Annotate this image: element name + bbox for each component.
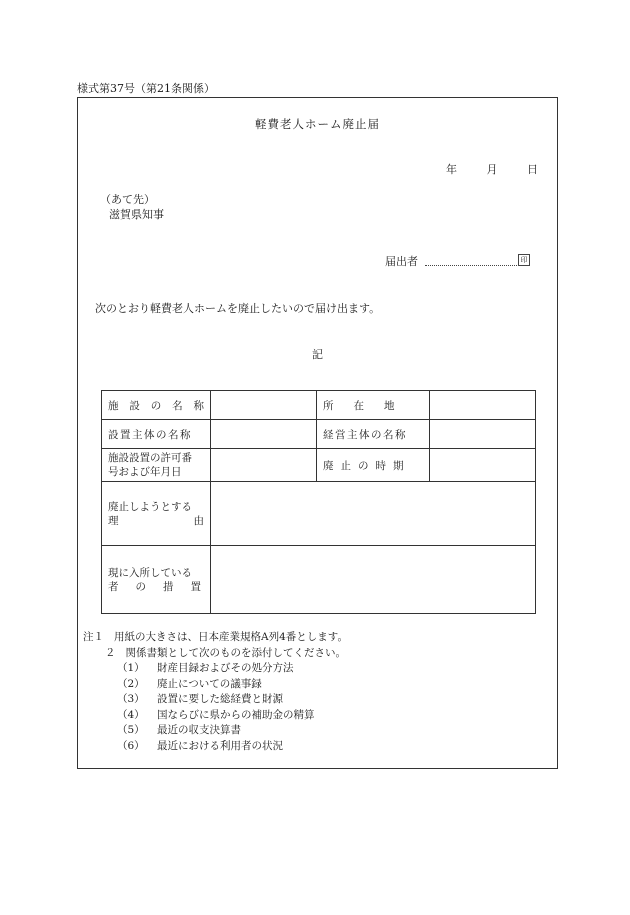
list-item bbox=[83, 723, 348, 739]
list-item-number: （4） bbox=[117, 708, 145, 721]
operator-label-text: 経営主体の名称 bbox=[323, 428, 407, 441]
list-item-number: （2） bbox=[117, 677, 145, 690]
applicant-label: 届出者 bbox=[385, 255, 418, 268]
list-item-text: 設置に要した総経費と財源 bbox=[157, 693, 283, 705]
date-year-label: 年 bbox=[446, 163, 457, 176]
facility-name-label-char: 名 bbox=[172, 399, 183, 412]
note-1 bbox=[83, 630, 348, 646]
date-line bbox=[446, 161, 538, 177]
seal-mark: 印 bbox=[518, 254, 530, 266]
addressee-name: 滋賀県知事 bbox=[109, 208, 164, 221]
operator-label-cell bbox=[317, 420, 430, 449]
date-day-label: 日 bbox=[527, 163, 538, 176]
note-2 bbox=[83, 646, 348, 662]
list-item-number: （6） bbox=[117, 739, 145, 752]
date-month-label: 月 bbox=[486, 163, 498, 176]
list-item bbox=[83, 677, 348, 693]
facility-name-field[interactable] bbox=[211, 391, 317, 420]
notes-section bbox=[83, 630, 348, 754]
note-1-number: 注１ bbox=[83, 631, 104, 643]
founder-field[interactable] bbox=[211, 420, 317, 449]
facility-name-label-cell bbox=[102, 391, 211, 420]
form-number: 様式第37号（第21条関係） bbox=[77, 82, 215, 95]
list-item-text: 最近の収支決算書 bbox=[157, 724, 241, 736]
abolition-time-field[interactable] bbox=[430, 449, 536, 482]
list-item bbox=[83, 739, 348, 755]
list-item-number: （5） bbox=[117, 724, 145, 736]
table-row bbox=[102, 482, 536, 546]
permit-label-cell bbox=[102, 449, 211, 482]
ki-heading: 記 bbox=[312, 348, 323, 361]
founder-label-cell bbox=[102, 420, 211, 449]
list-item bbox=[83, 708, 348, 724]
location-field[interactable] bbox=[430, 391, 536, 420]
body-text: 次のとおり軽費老人ホームを廃止したいので届け出ます。 bbox=[95, 302, 381, 315]
facility-name-label-char: 称 bbox=[193, 399, 204, 412]
founder-label-text: 設置主体の名称 bbox=[108, 428, 192, 441]
list-item-text: 最近における利用者の状況 bbox=[157, 739, 283, 752]
facility-name-label bbox=[108, 398, 204, 413]
abolition-time-label-cell bbox=[317, 449, 430, 482]
form-title: 軽費老人ホーム廃止届 bbox=[255, 117, 380, 131]
residents-field[interactable] bbox=[211, 546, 536, 614]
list-item-number: （3） bbox=[117, 693, 145, 705]
abolition-time-label-text: 廃止の時期 bbox=[323, 459, 411, 472]
reason-label-cell bbox=[102, 482, 211, 546]
residents-label-line2: 者の措置 bbox=[108, 580, 218, 593]
operator-field[interactable] bbox=[430, 420, 536, 449]
location-label-text: 所在地 bbox=[323, 399, 415, 412]
table-row bbox=[102, 420, 536, 449]
addressee-label: （あて先） bbox=[100, 193, 155, 206]
applicant-signature-line[interactable] bbox=[425, 265, 517, 266]
permit-label-line2: 号および年月日 bbox=[108, 466, 182, 478]
note-2-text: 関係書類として次のものを添付してください。 bbox=[125, 646, 347, 659]
list-item-text: 国ならびに県からの補助金の精算 bbox=[157, 708, 315, 721]
list-item-text: 財産目録およびその処分方法 bbox=[157, 662, 294, 674]
facility-name-label-char: 設 bbox=[129, 399, 140, 412]
facility-name-label-char: 施 bbox=[108, 399, 119, 412]
location-label-cell bbox=[317, 391, 430, 420]
note-1-text: 用紙の大きさは、日本産業規格A列4番とします。 bbox=[114, 631, 348, 643]
reason-label-char2: 由 bbox=[193, 514, 204, 527]
reason-field[interactable] bbox=[211, 482, 536, 546]
list-item-text: 廃止についての議事録 bbox=[157, 677, 262, 690]
table-row bbox=[102, 391, 536, 420]
reason-label-char1: 理 bbox=[108, 514, 119, 527]
reason-label-line1: 廃止しようとする bbox=[108, 500, 192, 513]
list-item bbox=[83, 661, 348, 677]
table-row bbox=[102, 546, 536, 614]
details-table bbox=[101, 390, 536, 614]
note-2-number: ２ bbox=[105, 646, 116, 659]
residents-label-line1: 現に入所している bbox=[108, 566, 192, 579]
form-frame bbox=[77, 97, 558, 769]
table-row bbox=[102, 449, 536, 482]
facility-name-label-char: の bbox=[150, 399, 162, 412]
list-item-number: （1） bbox=[117, 662, 145, 674]
residents-label-cell bbox=[102, 546, 218, 614]
permit-label-line1: 施設設置の許可番 bbox=[108, 452, 192, 464]
list-item bbox=[83, 692, 348, 708]
reason-label-line2 bbox=[108, 514, 204, 528]
permit-field[interactable] bbox=[211, 449, 317, 482]
